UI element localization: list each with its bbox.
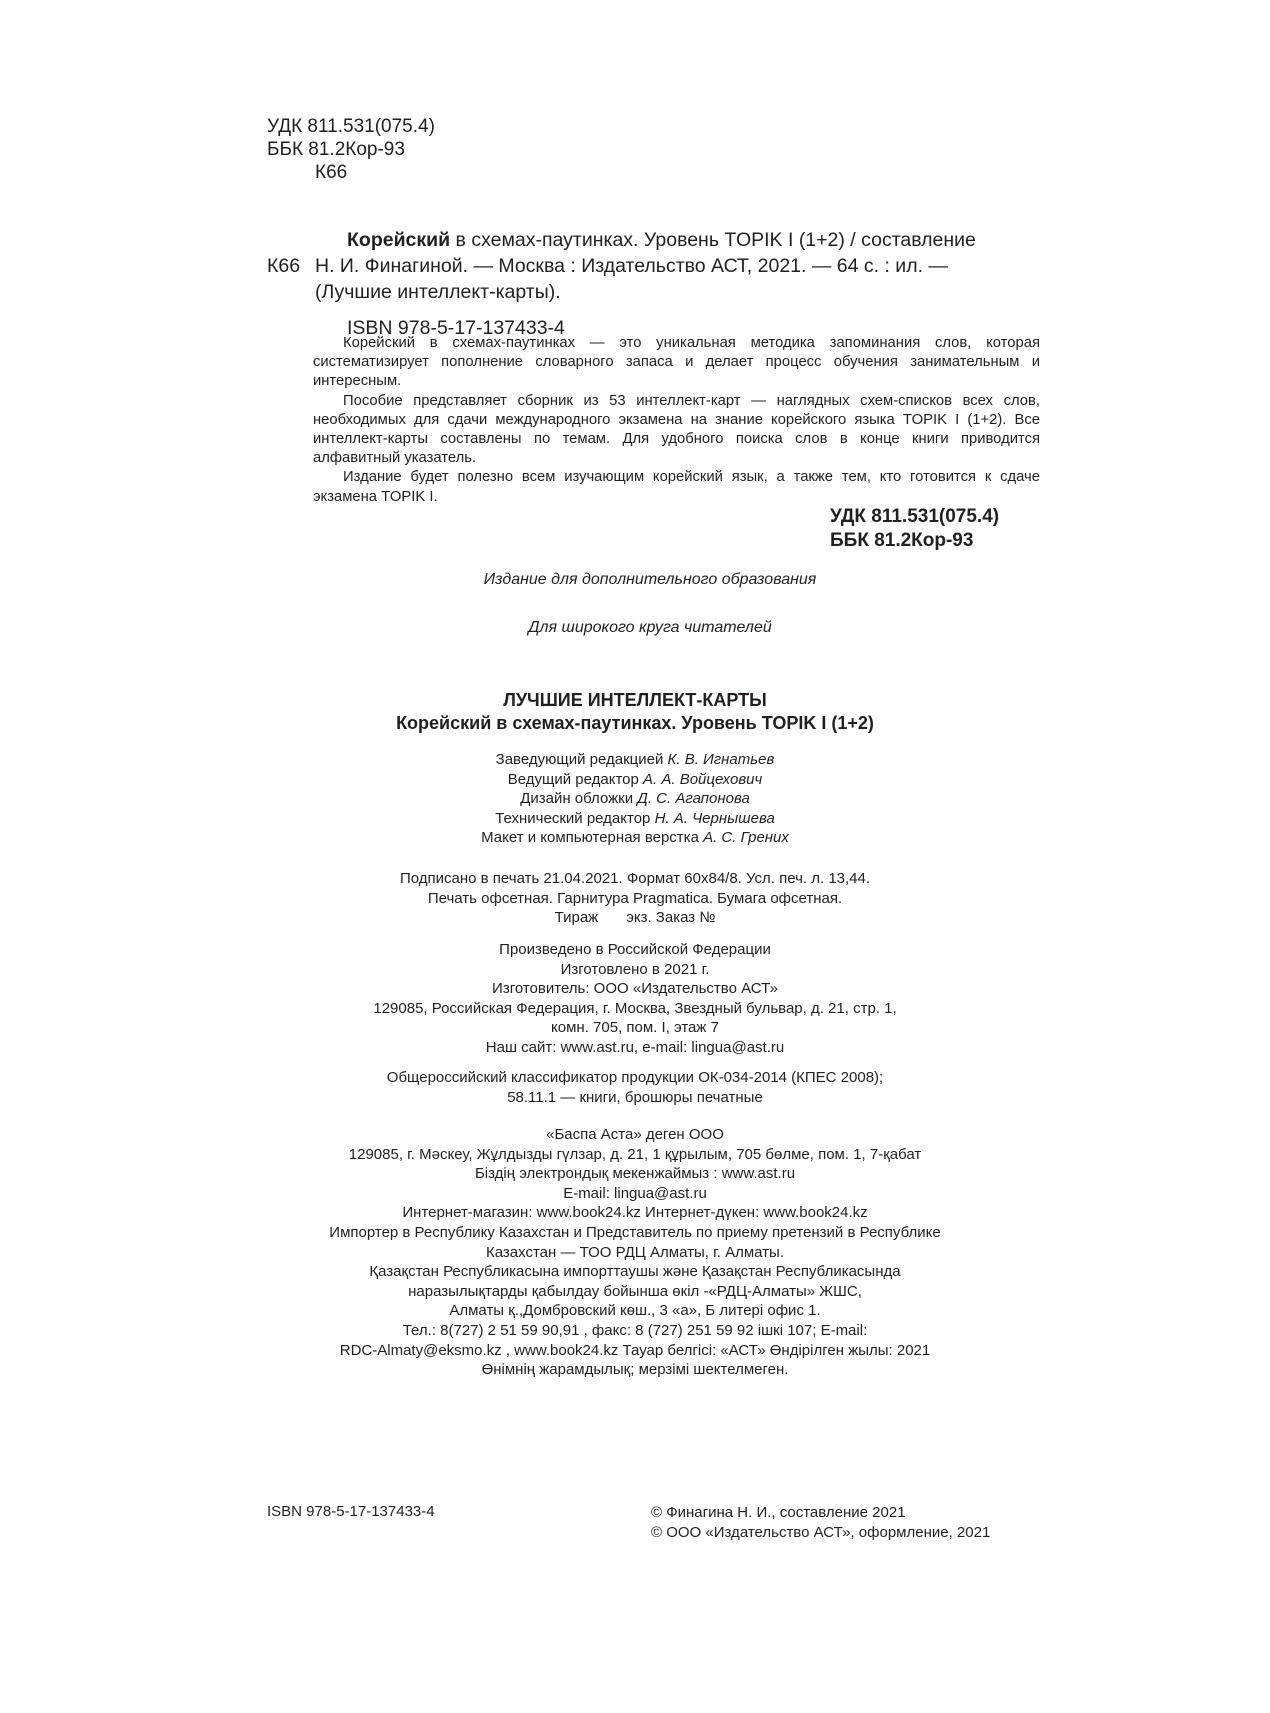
- staff-line: [0, 809, 1270, 829]
- series-name: ЛУЧШИЕ ИНТЕЛЛЕКТ-КАРТЫ: [503, 690, 767, 710]
- staff-role: Технический редактор: [495, 809, 651, 827]
- edition-note: Издание для дополнительного образования: [483, 571, 817, 588]
- print-run-label: Тираж: [554, 909, 599, 927]
- manufacturer-line: 129085, Российская Федерация, г. Москва, Звездный бульвар, д. 21, стр. 1,: [373, 999, 897, 1017]
- print-line-2: Печать офсетная. Гарнитура Pragmatica. Бумага офсетная.: [427, 889, 843, 907]
- abstract: [313, 334, 1040, 507]
- classification-codes: [267, 115, 435, 184]
- biblio-title-rest: в схемах-паутинках. Уровень TOPIK I (1+2) / составление: [450, 229, 976, 251]
- print-info: [0, 869, 1270, 928]
- abstract-paragraph: Издание будет полезно всем изучающим корейский язык, а также тем, кто готовится к сдаче экзамена TOPIK I.: [313, 469, 1040, 505]
- staff-line: [0, 770, 1270, 790]
- staff-line: [0, 828, 1270, 848]
- kz-line: Тел.: 8(727) 2 51 59 90,91 , факс: 8 (727) 251 59 92 ішкі 107; E-mail:: [402, 1321, 868, 1339]
- staff-name: А. С. Грених: [703, 829, 789, 847]
- audience-note: Для широкого круга читателей: [528, 619, 772, 636]
- manufacturer-info: [0, 940, 1270, 1058]
- book-title: Корейский в схемах-паутинках. Уровень TOPIK I (1+2): [396, 713, 874, 733]
- copyright-line: © Финагина Н. И., составление 2021: [651, 1504, 906, 1521]
- biblio-title-bold: Корейский: [347, 229, 451, 251]
- staff-line: [0, 789, 1270, 809]
- kz-line: RDC-Almaty@eksmo.kz , www.book24.kz Тауар белгісі: «АСТ» Өндірілген жылы: 2021: [339, 1341, 931, 1359]
- classifier-line: Общероссийский классификатор продукции ОК-034-2014 (КПЕС 2008);: [386, 1069, 884, 1086]
- bbk-code: ББК 81.2Кор-93: [267, 139, 405, 160]
- author-mark: К66: [315, 162, 348, 183]
- staff-name: Н. А. Чернышева: [654, 809, 775, 827]
- abstract-paragraph: Пособие представляет сборник из 53 интеллект-карт — наглядных схем-списков всех слов, необходимых для сдачи международного экзамена на знание корейского языка TOPIK I (1+2). Все интеллект-карты составлены по темам. Для удобного поиска слов в конце книги приводится алфавитный указатель.: [313, 392, 1040, 467]
- manufacturer-line: Произведено в Российской Федерации: [499, 941, 771, 958]
- copyright-block: [651, 1503, 990, 1542]
- kz-line: Біздің электрондық мекенжаймыз : www.ast.ru: [474, 1165, 796, 1183]
- manufacturer-line: Наш сайт: www.ast.ru, e-mail: lingua@ast.ru: [485, 1038, 785, 1056]
- kz-line: Казахстан — ТОО РДЦ Алматы, г. Алматы.: [486, 1243, 784, 1261]
- staff-role: Макет и компьютерная верстка: [481, 829, 699, 847]
- bibliographic-record: [267, 227, 1040, 341]
- product-classifier: [0, 1068, 1270, 1107]
- kz-line: Импортер в Республику Казахстан и Представитель по приему претензий в Республике: [329, 1223, 941, 1241]
- kz-line: Алматы қ.,Домбровский көш., 3 «а», Б литері офис 1.: [449, 1302, 821, 1320]
- biblio-isbn: ISBN 978-5-17-137433-4: [347, 317, 565, 339]
- copyright-line: © ООО «Издательство АСТ», оформление, 2021: [651, 1523, 991, 1541]
- staff-name: Д. С. Агапонова: [637, 790, 750, 808]
- staff-line: [0, 750, 1270, 770]
- kz-line: Өнімнің жарамдылық; мерзімі шектелмеген.: [481, 1361, 789, 1379]
- staff-role: Дизайн обложки: [520, 790, 634, 808]
- kz-line: Интернет-магазин: www.book24.kz Интернет-дүкен: www.book24.kz: [402, 1204, 868, 1222]
- manufacturer-line: комн. 705, пом. I, этаж 7: [551, 1019, 719, 1037]
- manufacturer-line: Изготовлено в 2021 г.: [560, 960, 710, 978]
- abstract-paragraph: Корейский в схемах-паутинках — это уникальная методика запоминания слов, которая систематизирует пополнение словарного запаса и делает процесс обучения занимательным и интересным.: [313, 335, 1040, 390]
- bbk-code-bold: ББК 81.2Кор-93: [830, 530, 974, 551]
- kz-line: Қазақстан Республикасына импорттаушы және Қазақстан Республикасында: [369, 1263, 901, 1281]
- kz-line: «Баспа Аста» деген ООО: [546, 1126, 724, 1143]
- kz-line: E-mail: lingua@ast.ru: [563, 1184, 707, 1202]
- biblio-line-3: (Лучшие интеллект-карты).: [315, 281, 561, 303]
- manufacturer-line: Изготовитель: ООО «Издательство АСТ»: [492, 980, 778, 998]
- kazakhstan-info: [0, 1125, 1270, 1380]
- series-block: [0, 689, 1270, 735]
- biblio-line-1: [267, 227, 1040, 253]
- classifier-line: 58.11.1 — книги, брошюры печатные: [507, 1088, 763, 1106]
- udk-code-bold: УДК 811.531(075.4): [830, 506, 1000, 527]
- staff-name: К. В. Игнатьев: [667, 751, 775, 768]
- kz-line: 129085, г. Мәскеу, Жұлдызды гүлзар, д. 21, 1 құрылым, 705 бөлме, пом. 1, 7-қабат: [348, 1145, 922, 1163]
- staff-role: Заведующий редакцией: [495, 751, 664, 768]
- classification-codes-right: [830, 505, 999, 553]
- staff-name: А. А. Войцехович: [643, 770, 763, 788]
- staff-role: Ведущий редактор: [507, 770, 639, 788]
- kz-line: наразылықтарды қабылдау бойынша өкіл -«РДЦ-Алматы» ЖШС,: [408, 1282, 862, 1300]
- print-run-line: [0, 908, 1270, 928]
- print-line-1: Подписано в печать 21.04.2021. Формат 60x84/8. Усл. печ. л. 13,44.: [399, 870, 871, 887]
- biblio-author-mark: К66: [267, 255, 301, 277]
- staff-credits: [0, 750, 1270, 848]
- biblio-line-2: [267, 253, 1040, 279]
- biblio-line-2-text: Н. И. Финагиной. — Москва : Издательство АСТ, 2021. — 64 с. : ил. —: [315, 255, 948, 277]
- footer-isbn: ISBN 978-5-17-137433-4: [267, 1503, 435, 1520]
- udk-code: УДК 811.531(075.4): [267, 116, 435, 137]
- order-label: экз. Заказ №: [626, 909, 716, 927]
